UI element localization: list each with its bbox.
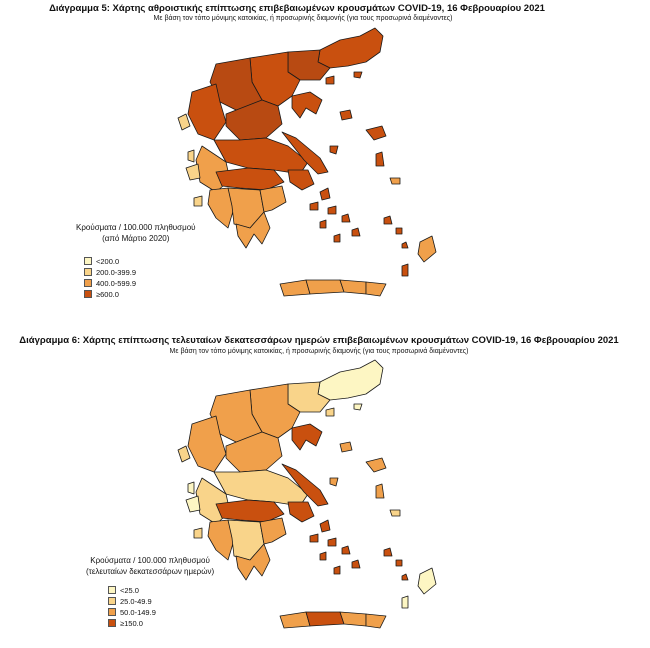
map-panel-14day <box>0 330 650 648</box>
region-cyclades-3 <box>342 214 350 222</box>
legend-item <box>108 585 214 595</box>
region-corfu <box>178 446 190 462</box>
choropleth-map-greece <box>170 354 470 640</box>
map-panel-cumulative <box>0 0 650 318</box>
legend-item <box>84 256 196 266</box>
legend-item <box>84 278 196 288</box>
legend-swatch <box>108 608 116 616</box>
legend-item <box>84 267 196 277</box>
region-chalkidiki <box>292 424 322 450</box>
legend-item <box>108 596 214 606</box>
region-samothrace <box>354 404 362 410</box>
region-zakynthos <box>194 528 202 538</box>
region-cyclades-5 <box>352 560 360 568</box>
region-cyclades-2 <box>328 538 336 546</box>
legend-swatch <box>84 257 92 265</box>
region-thrace <box>318 360 383 400</box>
region-samothrace <box>354 72 362 78</box>
legend-label: 200.0-399.9 <box>96 267 137 277</box>
legend-label: <200.0 <box>96 256 120 266</box>
legend-swatch <box>84 279 92 287</box>
region-skyros <box>330 146 338 154</box>
map-title: Διάγραμμα 5: Χάρτης αθροιστικής επίπτωσης επιβεβαιωμένων κρουσμάτων COVID-19, 16 Φεβρουαρίου 2021 <box>49 3 545 14</box>
region-peloponnese-east <box>260 518 286 544</box>
region-cyclades-6 <box>334 566 340 574</box>
region-dodecanese-2 <box>396 560 402 566</box>
legend-title: Κρούσματα / 100.000 πληθυσμού <box>90 556 210 565</box>
map-subtitle: Με βάση τον τόπο μόνιμης κατοικίας, ή προσωρινής διαμονής (για τους προσωρινά διαμένοντες) <box>169 348 469 355</box>
legend-subtitle: (τελευταίων δεκατεσσάρων ημερών) <box>86 567 215 576</box>
region-lemnos <box>340 442 352 452</box>
legend-label: 50.0-149.9 <box>120 607 156 617</box>
region-crete-east <box>366 282 386 296</box>
region-attica <box>288 170 314 190</box>
region-crete-central <box>306 280 344 294</box>
region-dodecanese-2 <box>396 228 402 234</box>
region-thasos <box>326 408 334 416</box>
map-legend <box>86 555 214 628</box>
region-lefkada <box>188 150 194 162</box>
region-cyclades-5 <box>352 228 360 236</box>
region-rhodes <box>418 568 436 594</box>
region-crete-heraklion <box>340 280 366 294</box>
region-crete-west <box>280 280 310 296</box>
region-andros <box>320 520 330 532</box>
region-peloponnese-north <box>216 500 284 522</box>
region-peloponnese-east <box>260 186 286 212</box>
region-zakynthos <box>194 196 202 206</box>
legend-swatch <box>108 597 116 605</box>
choropleth-map-greece <box>170 22 470 308</box>
region-chalkidiki <box>292 92 322 118</box>
legend-swatch <box>108 619 116 627</box>
region-attica <box>288 502 314 522</box>
legend-swatch <box>108 586 116 594</box>
legend-label: ≥600.0 <box>96 289 119 299</box>
region-karpathos <box>402 264 408 276</box>
map-title: Διάγραμμα 6: Χάρτης επίπτωσης τελευταίων δεκατεσσάρων ημερών επιβεβαιωμένων κρουσμάτων COVID-19, 16 Φεβρουαρίου 2021 <box>19 335 619 346</box>
legend-label: 400.0-599.9 <box>96 278 137 288</box>
legend-label: 25.0-49.9 <box>120 596 152 606</box>
region-thasos <box>326 76 334 84</box>
region-skyros <box>330 478 338 486</box>
legend-item <box>108 618 214 628</box>
region-chios <box>376 484 384 498</box>
region-karpathos <box>402 596 408 608</box>
region-dodecanese-3 <box>402 242 408 248</box>
region-crete-east <box>366 614 386 628</box>
legend-subtitle: (από Μάρτιο 2020) <box>102 234 170 243</box>
region-cyclades-3 <box>342 546 350 554</box>
region-lefkada <box>188 482 194 494</box>
legend-label: <25.0 <box>120 585 139 595</box>
region-samos <box>390 178 400 184</box>
legend-swatch <box>84 268 92 276</box>
region-crete-central <box>306 612 344 626</box>
region-kefalonia <box>186 496 200 512</box>
region-cyclades-1 <box>310 202 318 210</box>
region-dodecanese-3 <box>402 574 408 580</box>
legend-item <box>108 607 214 617</box>
map-subtitle: Με βάση τον τόπο μόνιμης κατοικίας, ή προσωρινής διαμονής (για τους προσωρινά διαμένοντες) <box>153 15 453 22</box>
region-crete-west <box>280 612 310 628</box>
region-lemnos <box>340 110 352 120</box>
region-rhodes <box>418 236 436 262</box>
legend-item <box>84 289 196 299</box>
region-dodecanese-1 <box>384 548 392 556</box>
region-cyclades-6 <box>334 234 340 242</box>
region-samos <box>390 510 400 516</box>
region-dodecanese-1 <box>384 216 392 224</box>
region-andros <box>320 188 330 200</box>
region-lesvos <box>366 458 386 472</box>
region-thrace <box>318 28 383 68</box>
region-lesvos <box>366 126 386 140</box>
legend-title: Κρούσματα / 100.000 πληθυσμού <box>76 223 196 232</box>
region-cyclades-2 <box>328 206 336 214</box>
region-chios <box>376 152 384 166</box>
region-peloponnese-north <box>216 168 284 190</box>
region-cyclades-4 <box>320 552 326 560</box>
region-cyclades-1 <box>310 534 318 542</box>
legend-label: ≥150.0 <box>120 618 143 628</box>
region-crete-heraklion <box>340 612 366 626</box>
region-kefalonia <box>186 164 200 180</box>
region-cyclades-4 <box>320 220 326 228</box>
legend-swatch <box>84 290 92 298</box>
region-corfu <box>178 114 190 130</box>
map-legend <box>76 222 196 299</box>
